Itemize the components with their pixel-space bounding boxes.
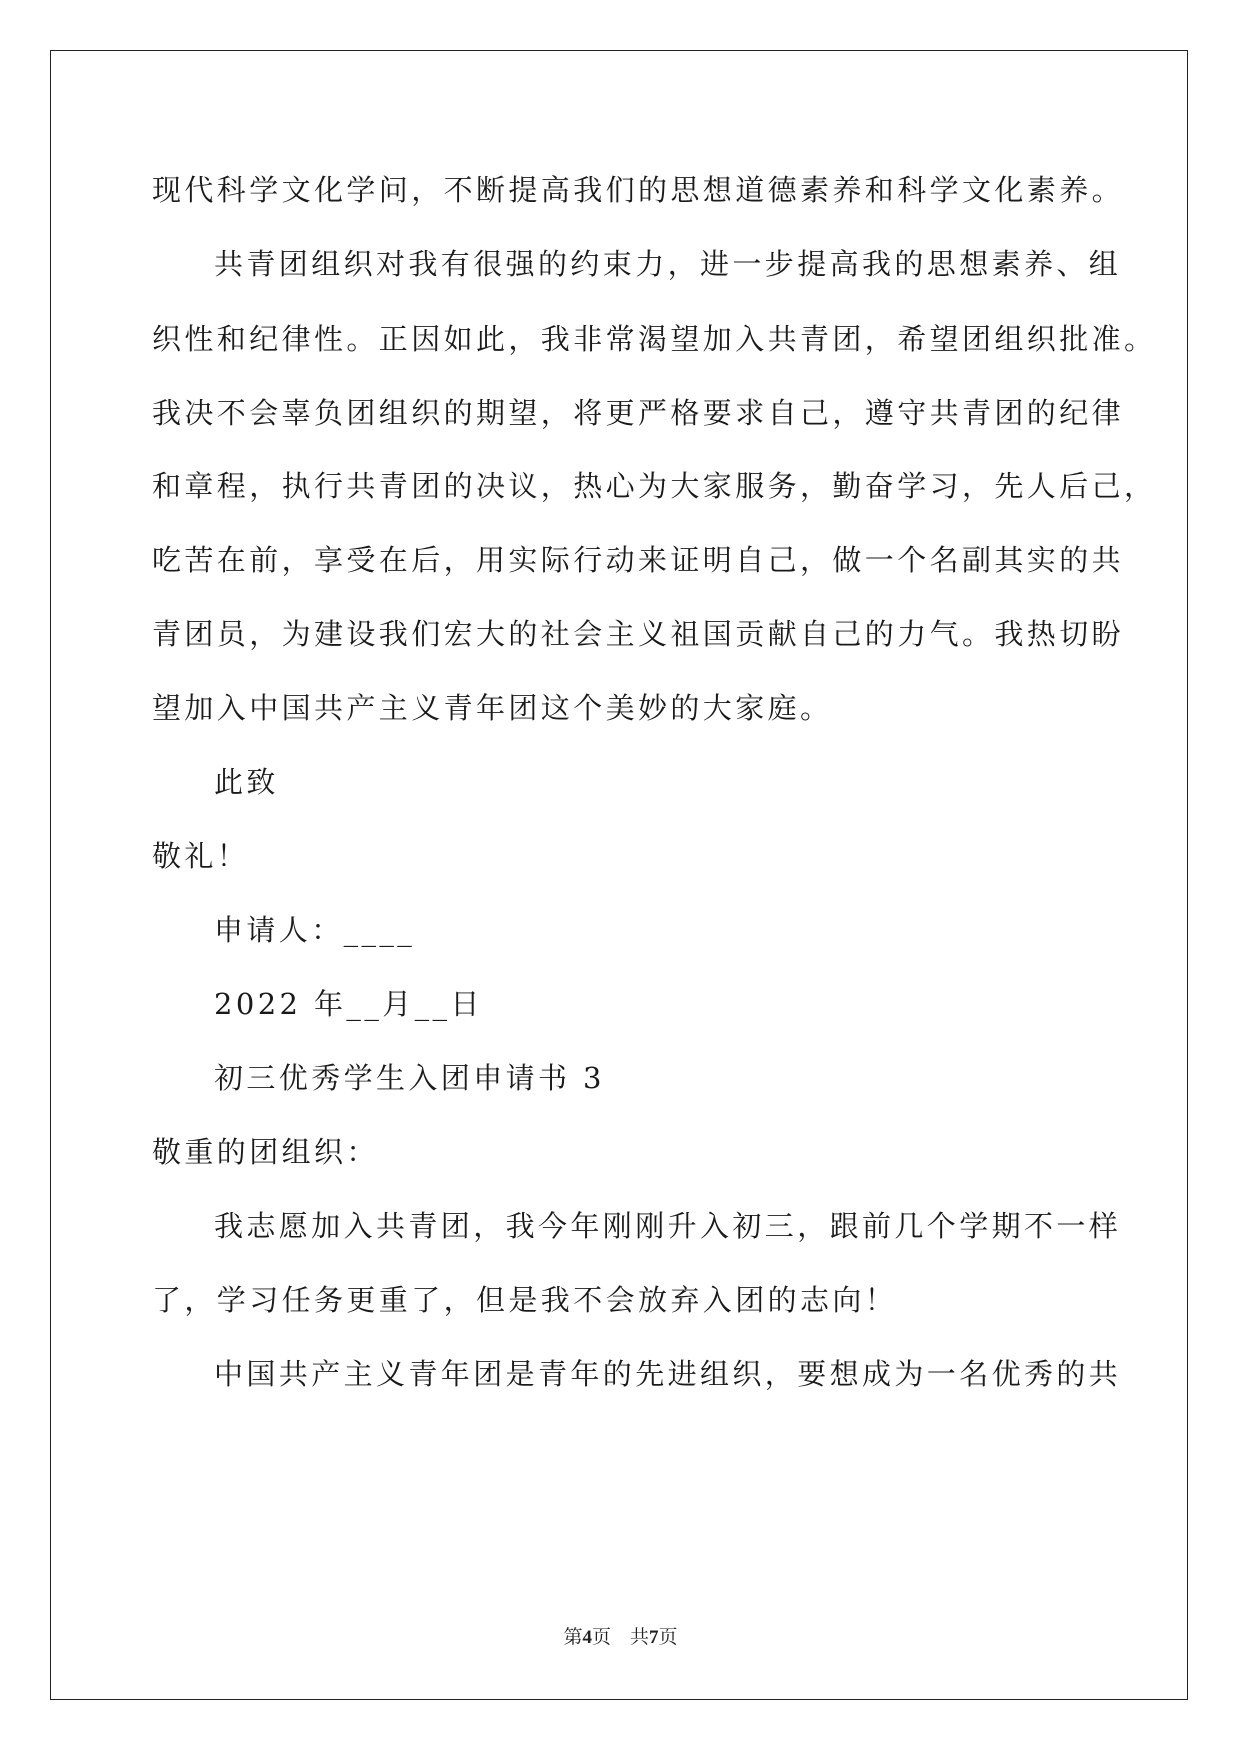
closing-regards: 敬礼！ (152, 839, 250, 873)
paragraph-line: 吃苦在前，享受在后，用实际行动来证明自己，做一个名副其实的共 (152, 543, 1125, 577)
applicant-signature: 申请人：____ (214, 913, 416, 947)
closing-salutation: 此致 (214, 765, 279, 799)
paragraph-line: 中国共产主义青年团是青年的先进组织，要想成为一名优秀的共 (214, 1357, 1122, 1391)
paragraph-line: 望加入中国共产主义青年团这个美妙的大家庭。 (152, 691, 833, 725)
page-suffix: 页 (658, 1626, 678, 1648)
paragraph-line: 我志愿加入共青团，我今年刚刚升入初三，跟前几个学期不一样 (214, 1209, 1122, 1243)
paragraph-line: 了，学习任务更重了，但是我不会放弃入团的志向！ (152, 1283, 898, 1317)
page-current: 4 (582, 1627, 592, 1648)
paragraph-line: 我决不会辜负团组织的期望，将更严格要求自己，遵守共青团的纪律 (152, 396, 1125, 430)
page-border (50, 50, 1188, 1700)
paragraph-line: 青团员，为建设我们宏大的社会主义祖国贡献自己的力气。我热切盼 (152, 617, 1125, 651)
page-total: 7 (649, 1627, 659, 1648)
page-mid: 页 共 (591, 1626, 649, 1648)
paragraph-line: 现代科学文化学问，不断提高我们的思想道德素养和科学文化素养。 (152, 173, 1125, 207)
paragraph-line: 和章程，执行共青团的决议，热心为大家服务，勤奋学习，先人后己， (152, 469, 1157, 503)
page-prefix: 第 (563, 1626, 583, 1648)
section-title: 初三优秀学生入团申请书 3 (214, 1061, 605, 1095)
greeting: 敬重的团组织： (152, 1135, 379, 1169)
date-line: 2022 年__月__日 (214, 987, 483, 1021)
paragraph-line: 共青团组织对我有很强的约束力，进一步提高我的思想素养、组 (214, 247, 1122, 281)
page-footer (0, 1622, 1241, 1649)
paragraph-line: 织性和纪律性。正因如此，我非常渴望加入共青团，希望团组织批准。 (152, 322, 1157, 356)
